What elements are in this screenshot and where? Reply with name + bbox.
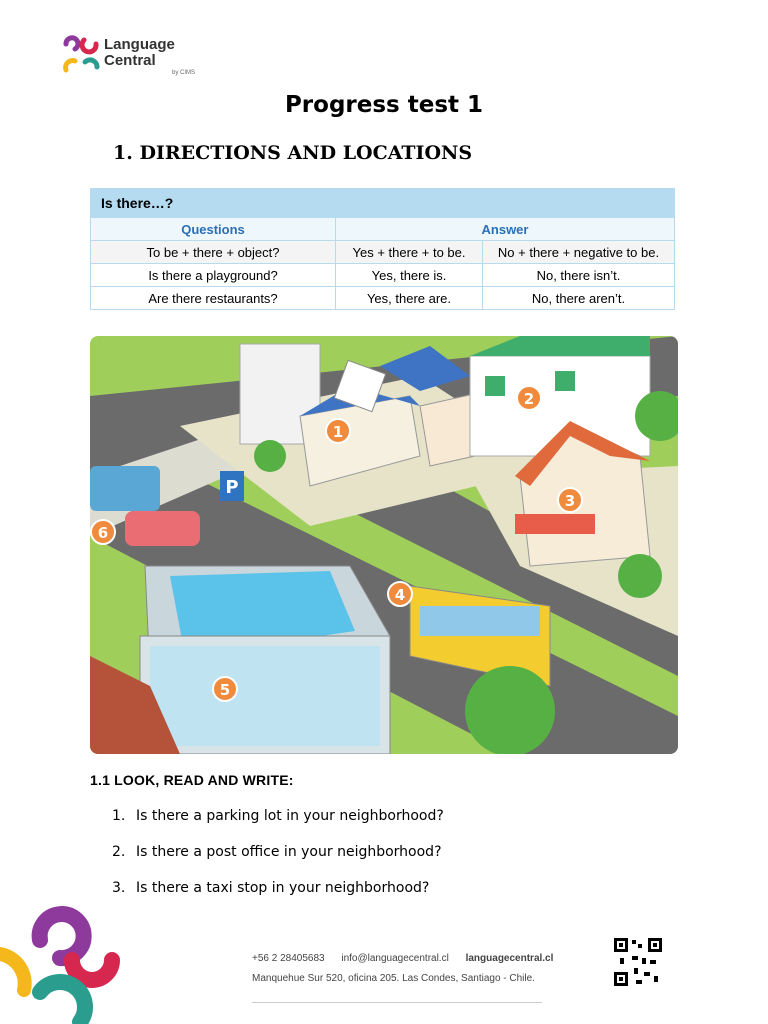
svg-text:2: 2 <box>523 390 535 408</box>
footer-phone: +56 2 28405683 <box>252 953 325 964</box>
table-cell: No + there + negative to be. <box>483 241 675 264</box>
table-cell: Yes, there are. <box>336 287 483 310</box>
city-scene <box>90 336 678 754</box>
question-number: 1. <box>112 808 126 824</box>
svg-text:4: 4 <box>394 586 406 604</box>
question-text: Is there a parking lot in your neighborhood? <box>136 808 444 824</box>
grammar-table <box>90 188 675 310</box>
marker-3 <box>558 488 582 512</box>
list-item <box>112 844 444 880</box>
qr-code-icon <box>614 938 662 986</box>
page-title: Progress test 1 <box>284 92 484 118</box>
header-answer: Answer <box>336 218 675 241</box>
footer-website[interactable]: languagecentral.cl <box>465 953 554 964</box>
marker-4 <box>388 582 412 606</box>
table-cell: No, there aren’t. <box>483 287 675 310</box>
footer-decoration-icon <box>0 880 140 1024</box>
brand-name-line1: Language <box>104 36 175 53</box>
city-illustration <box>90 336 678 754</box>
list-item <box>112 808 444 844</box>
question-number: 3. <box>112 880 126 896</box>
svg-text:5: 5 <box>219 681 231 699</box>
table-cell: To be + there + object? <box>91 241 336 264</box>
table-cell: Are there restaurants? <box>91 287 336 310</box>
marker-5 <box>213 677 237 701</box>
table-title-row <box>91 189 675 218</box>
footer-divider <box>252 1002 542 1003</box>
list-item <box>112 880 444 916</box>
brand-tagline: by CIMS <box>172 70 196 76</box>
table-cell: Is there a playground? <box>91 264 336 287</box>
question-number: 2. <box>112 844 126 860</box>
table-row <box>91 287 675 310</box>
exercise-heading: 1.1 LOOK, READ AND WRITE: <box>90 772 294 788</box>
table-cell: No, there isn’t. <box>483 264 675 287</box>
parking-sign: P <box>225 477 239 498</box>
footer-address: Manquehue Sur 520, oficina 205. Las Condes, Santiago - Chile. <box>252 973 535 984</box>
svg-text:6: 6 <box>97 524 109 542</box>
table-title: Is there…? <box>91 189 675 218</box>
svg-text:1: 1 <box>332 423 344 441</box>
section-heading: 1. DIRECTIONS AND LOCATIONS <box>113 142 473 164</box>
marker-6 <box>91 520 115 544</box>
logo-mark-icon <box>62 34 102 78</box>
footer-contacts <box>252 953 567 964</box>
question-text: Is there a post office in your neighborhood? <box>136 844 442 860</box>
table-row <box>91 264 675 287</box>
footer-email[interactable]: info@languagecentral.cl <box>341 953 449 964</box>
table-row <box>91 241 675 264</box>
question-text: Is there a taxi stop in your neighborhood? <box>136 880 430 896</box>
table-header-row <box>91 218 675 241</box>
header-questions: Questions <box>91 218 336 241</box>
brand-name-line2: Central <box>104 52 156 69</box>
svg-text:3: 3 <box>564 492 576 510</box>
brand-logo <box>62 34 202 80</box>
marker-1 <box>326 419 350 443</box>
marker-2 <box>517 386 541 410</box>
question-list <box>112 808 444 916</box>
table-cell: Yes + there + to be. <box>336 241 483 264</box>
table-cell: Yes, there is. <box>336 264 483 287</box>
